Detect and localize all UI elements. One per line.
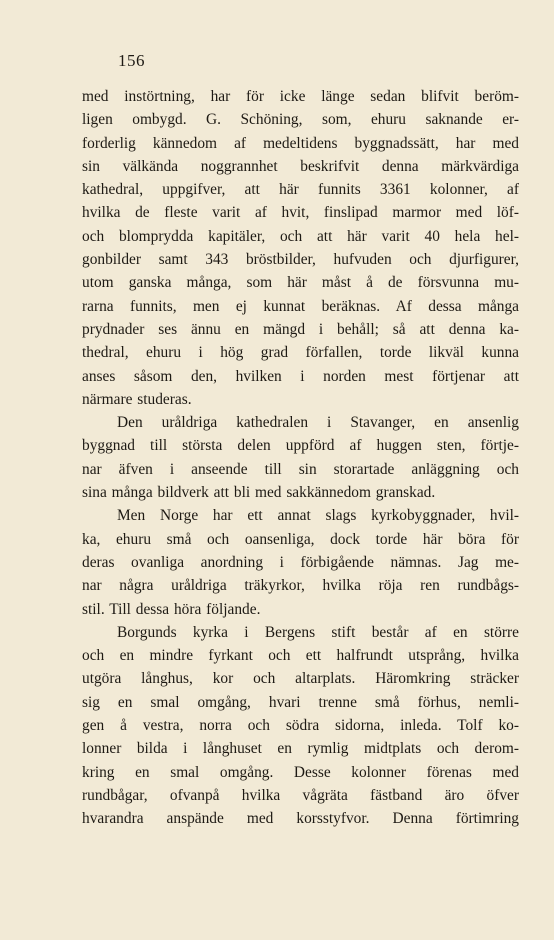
text-line: gonbilder samt 343 bröstbilder, hufvuden och djurfigurer,	[82, 251, 519, 269]
text-line: Den uråldriga kathedralen i Stavanger, en ansenlig	[117, 414, 519, 432]
paragraph	[82, 411, 519, 504]
text-line: ka, ehuru små och oansenliga, dock torde här böra för	[82, 530, 519, 548]
text-line: kathedral, uppgifver, att här funnits 3361 kolonner, af	[82, 181, 519, 199]
body-text	[82, 85, 519, 831]
paragraph	[82, 504, 519, 620]
text-line: gen å vestra, norra och södra sidorna, inleda. Tolf ko-	[82, 717, 519, 735]
text-line: stil. Till dessa höra följande.	[82, 600, 261, 618]
text-line: ligen ombygd. G. Schöning, som, ehuru saknande er-	[82, 111, 519, 129]
text-line: thedral, ehuru i hög grad förfallen, torde likväl kunna	[82, 344, 519, 362]
text-line: närmare studeras.	[82, 390, 192, 408]
text-line: och en mindre fyrkant och ett halfrundt utsprång, hvilka	[82, 647, 519, 665]
text-line: hvarandra anspände med korsstyfvor. Denna förtimring	[82, 810, 519, 828]
text-line: kring en smal omgång. Desse kolonner förenas med	[82, 763, 519, 781]
text-line: med instörtning, har för icke länge sedan blifvit beröm-	[82, 88, 519, 105]
text-line: Borgunds kyrka i Bergens stift består af en större	[117, 623, 519, 641]
text-line: utom ganska många, som här måst å de försvunna mu-	[82, 274, 519, 292]
text-line: prydnader ses ännu en mängd i behåll; så att denna ka-	[82, 320, 519, 338]
text-line: sina många bildverk att bli med sakkännedom granskad.	[82, 484, 436, 502]
text-line: sig en smal omgång, hvari trenne små förhus, nemli-	[82, 693, 519, 711]
text-line: forderlig kännedom af medeltidens byggnadssätt, har med	[82, 134, 519, 152]
text-line: och blomprydda kapitäler, och att här varit 40 hela hel-	[82, 227, 519, 245]
text-line: rarna funnits, men ej kunnat beräknas. Af dessa många	[82, 297, 519, 315]
text-line: Men Norge har ett annat slags kyrkobyggnader, hvil-	[117, 507, 519, 525]
text-line: hvilka de fleste varit af hvit, finslipad marmor med löf-	[82, 204, 519, 222]
text-line: lonner bilda i långhuset en rymlig midtplats och derom-	[82, 740, 519, 758]
text-line: deras ovanliga anordning i förbigående nämnas. Jag me-	[82, 553, 519, 571]
text-line: anses såsom den, hvilken i norden mest förtjenar att	[82, 367, 519, 385]
paragraph	[82, 85, 519, 411]
paragraph	[82, 621, 519, 831]
text-line: byggnad till största delen uppförd af huggen sten, förtje-	[82, 437, 519, 455]
page-number: 156	[118, 51, 145, 70]
text-line: nar några uråldriga träkyrkor, hvilka röja ren rundbågs-	[82, 577, 519, 595]
text-line: sin välkända noggrannhet beskrifvit denna märkvärdiga	[82, 157, 519, 175]
text-line: utgöra långhus, kor och altarplats. Häromkring sträcker	[82, 670, 519, 688]
text-line: nar äfven i anseende till sin storartade anläggning och	[82, 460, 519, 478]
text-line: rundbågar, ofvanpå hvilka vågräta fästband äro öfver	[82, 786, 519, 804]
